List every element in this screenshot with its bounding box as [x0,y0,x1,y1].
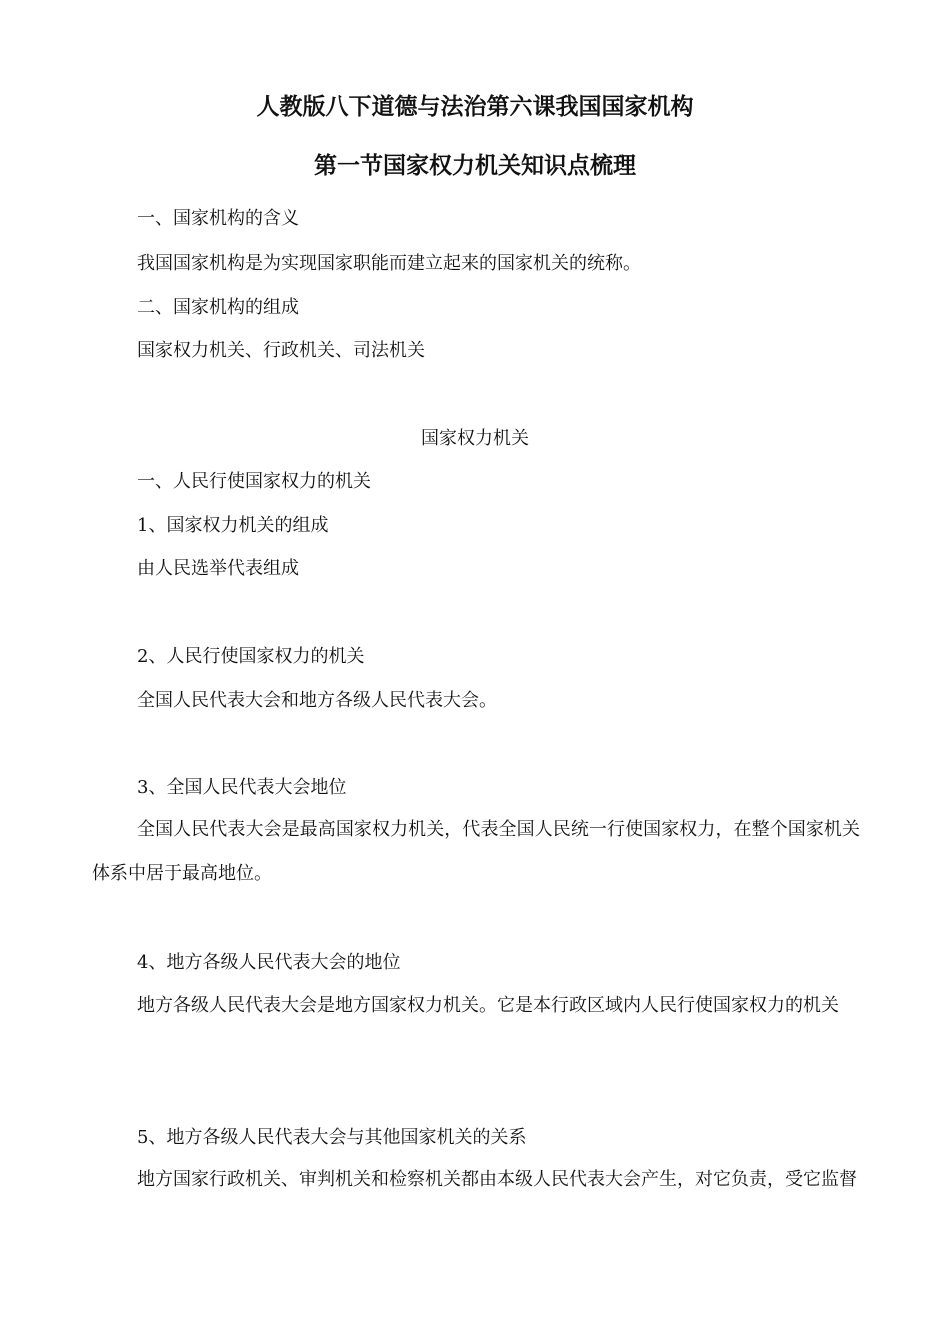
section-heading: 一、人民行使国家权力的机关 [137,471,371,492]
document-title: 人教版八下道德与法治第六课我国国家机构 [256,94,694,120]
intro-text-composition: 国家权力机关、行政机关、司法机关 [137,340,425,361]
intro-heading-composition: 二、国家机构的组成 [137,297,299,318]
item-5-text: 地方国家行政机关、审判机关和检察机关都由本级人民代表大会产生，对它负责，受它监督 [137,1169,857,1190]
item-5-heading: 5、地方各级人民代表大会与其他国家机关的关系 [137,1127,527,1148]
item-1-text: 由人民选举代表组成 [137,558,299,579]
item-4-heading: 4、地方各级人民代表大会的地位 [137,952,401,973]
section-title: 国家权力机关 [421,428,529,449]
intro-text-definition: 我国国家机构是为实现国家职能而建立起来的国家机关的统称。 [137,253,641,274]
item-1-heading: 1、国家权力机关的组成 [137,515,329,536]
item-4-text: 地方各级人民代表大会是地方国家权力机关。它是本行政区域内人民行使国家权力的机关 [137,995,839,1016]
document-subtitle: 第一节国家权力机关知识点梳理 [314,153,636,179]
item-2-heading: 2、人民行使国家权力的机关 [137,646,365,667]
item-3-heading: 3、全国人民代表大会地位 [137,777,347,798]
item-2-text: 全国人民代表大会和地方各级人民代表大会。 [137,690,497,711]
intro-heading-definition: 一、国家机构的含义 [137,208,299,229]
item-3-text: 全国人民代表大会是最高国家权力机关，代表全国人民统一行使国家权力，在整个国家机关体系中居于最高地位。 [92,819,860,884]
